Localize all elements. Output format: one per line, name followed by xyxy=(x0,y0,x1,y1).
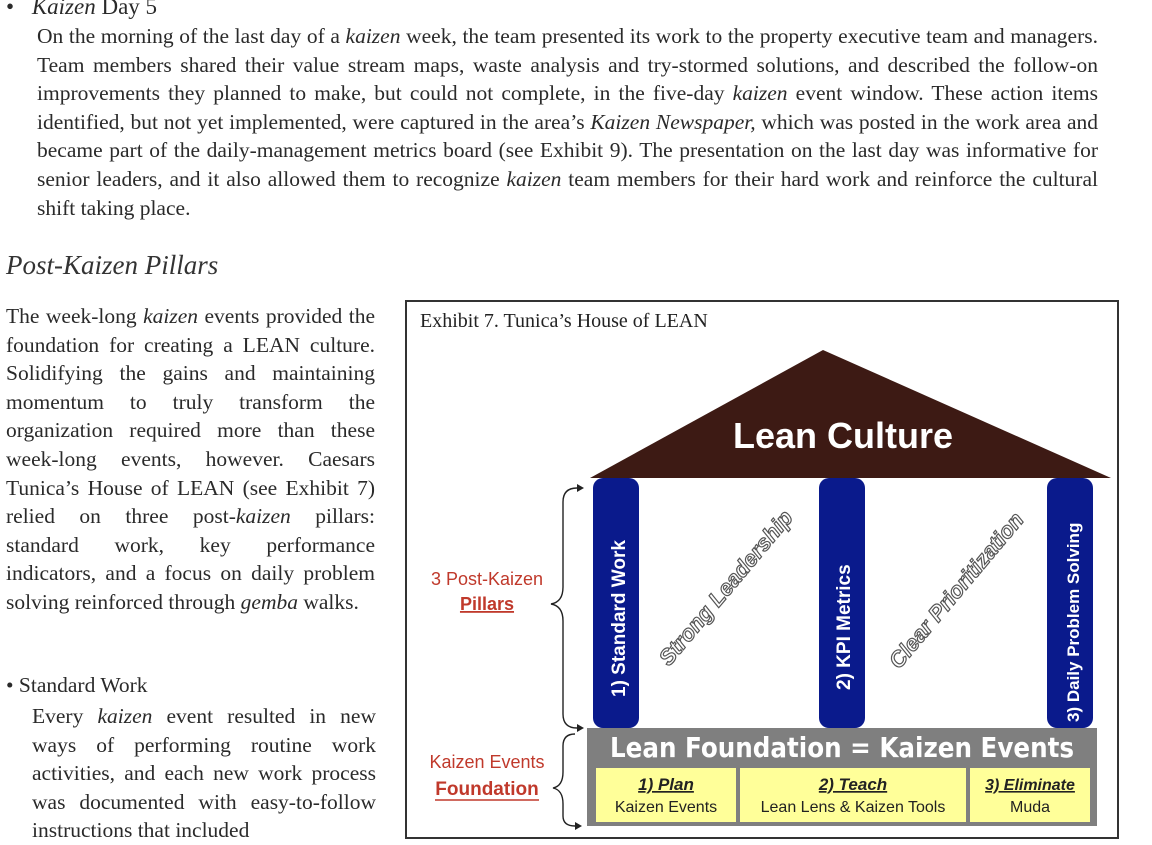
text-run: which was posted in the work area and became part of the daily-management metrics board (see Exhibit 9). The presentation on the last day was informative for senior leaders, and it also allowed them to recognize xyxy=(37,109,1098,191)
italic-term: kaizen xyxy=(143,304,199,328)
text-run: event window. These action items identified, but not yet implemented, were captured in the area’s xyxy=(37,81,1098,134)
brace-arrow-top xyxy=(577,484,584,492)
text-run: walks. xyxy=(297,589,359,614)
block-teach-sub: Lean Lens & Kaizen Tools xyxy=(760,799,946,816)
pillar-label-3: 3) Daily Problem Solving xyxy=(1064,522,1083,722)
pillar-label-2: 2) KPI Metrics xyxy=(834,564,855,690)
exhibit-title: Exhibit 7. Tunica’s House of LEAN xyxy=(420,310,708,332)
foundation-label-line1: Kaizen Events xyxy=(429,752,545,772)
block-eliminate-sub: Muda xyxy=(1009,799,1051,816)
exhibit-7-box xyxy=(405,300,1119,839)
block-plan-sub: Kaizen Events xyxy=(614,799,718,816)
foundation-bar-label: Lean Foundation = Kaizen Events xyxy=(610,731,1074,764)
day5-paragraph xyxy=(37,22,1098,222)
roof-shape xyxy=(590,350,1111,478)
brace-arrow-mid xyxy=(577,724,584,732)
block-teach-title: 2) Teach xyxy=(818,775,888,794)
diagonal-strong-leadership: Strong Leadership xyxy=(653,505,798,671)
section-heading: Post-Kaizen Pillars xyxy=(6,250,219,280)
brace-arrow-bottom xyxy=(575,822,582,830)
pillars-label-line2: Pillars xyxy=(459,594,515,614)
text-run: team members for their hard work and reinforce the cultural shift taking place. xyxy=(37,166,1098,220)
text-run: pillars: standard work, key performance indicators, and a focus on daily problem solving reinforced through xyxy=(6,504,375,614)
diagonal-clear-prioritization: Clear Prioritization xyxy=(883,507,1029,674)
text-run: event resulted in new ways of performing routine work activities, and each new work process was documented with easy-to-follow instructions that included xyxy=(32,704,376,843)
bullet-mark: • xyxy=(6,0,15,19)
block-eliminate-title: 3) Eliminate xyxy=(985,777,1075,794)
day5-heading xyxy=(6,0,157,20)
text-run: week, the team presented its work to the property executive team and managers. Team members shared their value stream maps, waste analysis and try-stormed solutions, and described the follow-on improvements they planned to make, but could not complete, in the five-day xyxy=(37,24,1098,106)
standard-work-paragraph xyxy=(32,702,376,845)
foundation-brace xyxy=(553,734,575,826)
pillars-label-line1: 3 Post-Kaizen xyxy=(430,569,544,589)
day5-title-rest: Day 5 xyxy=(95,0,158,19)
text-run: The week-long xyxy=(6,304,144,328)
pillars-paragraph xyxy=(6,302,375,617)
italic-term: kaizen xyxy=(345,24,401,48)
foundation-label-line2: Foundation xyxy=(435,779,539,800)
italic-term: gemba xyxy=(240,589,298,614)
italic-term: kaizen xyxy=(506,166,562,191)
italic-term: kaizen xyxy=(235,504,291,529)
house-of-lean-diagram xyxy=(407,302,1117,837)
italic-term: kaizen xyxy=(97,704,153,728)
italic-term: kaizen xyxy=(732,81,788,106)
text-run: On the morning of the last day of a xyxy=(37,24,346,48)
text-run: events provided the foundation for creating a LEAN culture. Solidifying the gains and maintaining momentum to truly transform the organization required more than these week-long events, however. Caesars Tunica’s House of LEAN (see Exhibit 7) relied on three post- xyxy=(6,304,375,529)
text-run: Every xyxy=(32,704,98,728)
day5-title-italic: Kaizen xyxy=(31,0,96,19)
block-plan-title: 1) Plan xyxy=(638,775,694,794)
pillar-label-1: 1) Standard Work xyxy=(609,540,630,697)
standard-work-heading: • Standard Work xyxy=(6,673,148,697)
italic-term: Kaizen Newspaper, xyxy=(590,109,756,134)
pillars-brace xyxy=(551,488,577,728)
roof-label: Lean Culture xyxy=(732,415,954,456)
